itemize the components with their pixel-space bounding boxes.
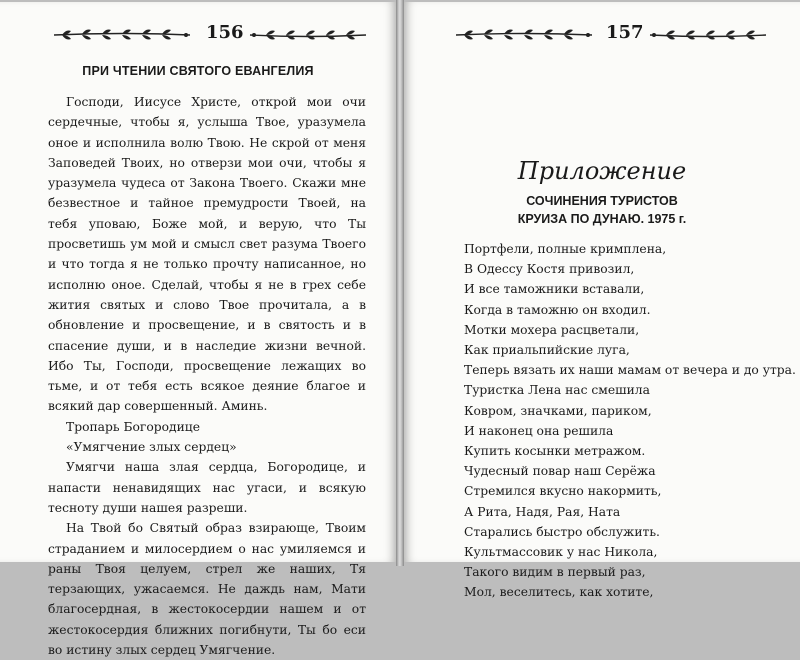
right-page	[404, 2, 800, 600]
paragraph: На Твой бо Святый образ взирающе, Твоим страданием и милосердием о нас умиляемся и раны Твоя целуем, стрел же наших, Тя терзающих, ужасаемся. Не даждь нам, Мати благосердная, в жестокосердии нашем и от жестокосердия ближних погибнути, Ты бо еси во истину злых сердец Умягчение.	[48, 521, 366, 658]
poem-line: В Одессу Костя привозил,	[464, 262, 635, 277]
poem	[464, 239, 796, 603]
poem-line: И наконец она решила	[464, 423, 614, 438]
ornament-left-icon	[52, 28, 192, 42]
paragraph: «Умягчение злых сердец»	[66, 440, 237, 455]
poem-line: Мотки мохера расцветали,	[464, 322, 640, 337]
left-page	[0, 2, 396, 658]
page-header	[0, 16, 396, 48]
poem-line: И все таможники вставали,	[464, 282, 645, 297]
poem-line: Культмассовик у нас Никола,	[464, 545, 658, 560]
poem-line: Купить косынки метражом.	[464, 444, 646, 459]
poem-line: Стремился вкусно накормить,	[464, 484, 662, 499]
ornament-left-icon	[454, 28, 594, 42]
chapter-title: ПРИ ЧТЕНИИ СВЯТОГО ЕВАНГЕЛИЯ	[82, 64, 314, 78]
paragraph: Умягчи наша злая сердца, Богородице, и напасти ненавидящих нас угаси, и всякую тесноту души нашея разреши.	[48, 460, 366, 515]
poem-line: Старались быстро обслужить.	[464, 524, 660, 539]
poem-line: Ковром, значками, париком,	[464, 403, 652, 418]
subtitle-line2: КРУИЗА ПО ДУНАЮ. 1975 г.	[517, 212, 687, 226]
subtitle-line1: СОЧИНЕНИЯ ТУРИСТОВ	[526, 194, 678, 208]
poem-line: Такого видим в первый раз,	[464, 565, 646, 580]
ornament-right-icon	[248, 28, 368, 42]
poem-line: Портфели, полные кримплена,	[464, 242, 667, 256]
poem-line: Туристка Лена нас смешила	[464, 383, 650, 398]
page-number: 156	[206, 22, 244, 43]
paragraph: Тропарь Богородице	[66, 419, 200, 434]
paragraph: Господи, Иисусе Христе, открой мои очи сердечные, чтобы я, услыша Твое, уразумела оное и исполнила волю Твою. Не скрой от меня Заповедей Твоих, но отверзи мои очи, чтобы я уразумела чудеса от Закона Твоего. Скажи мне безвестное и тайное премудрости Твоей, на тебя уповаю, Боже мой, и верую, что Ты просветишь ум мой и смысл свет разума Твоего и что тогда я не только прочту написанное, но исполню оное. Сделай, чтобы я не в грех себе жития святых и слово Твое прочитала, а в обновление и просвещение, и в святость и в спасение души, и в наследие жизни вечной. Ибо Ты, Господи, просвещение лежащих во тьме, и от тебя есть всякое деяние благое и всякий дар совершенный. Аминь.	[48, 95, 366, 414]
ornament-right-icon	[648, 28, 768, 42]
page-header	[404, 16, 800, 48]
book-spine	[396, 0, 404, 566]
poem-line: Теперь вязать их наши мамам от вечера и до утра.	[464, 363, 796, 378]
section-title: Приложение	[517, 157, 687, 185]
poem-line: Когда в таможню он входил.	[464, 302, 651, 317]
prayer-text	[48, 92, 366, 660]
poem-line: Как приальпийские луга,	[464, 343, 630, 358]
page-number: 157	[606, 22, 644, 43]
poem-line: Чудесный повар наш Серёжа	[464, 464, 656, 479]
poem-line: Мол, веселитесь, как хотите,	[464, 585, 654, 600]
poem-line: А Рита, Надя, Рая, Ната	[464, 504, 621, 519]
